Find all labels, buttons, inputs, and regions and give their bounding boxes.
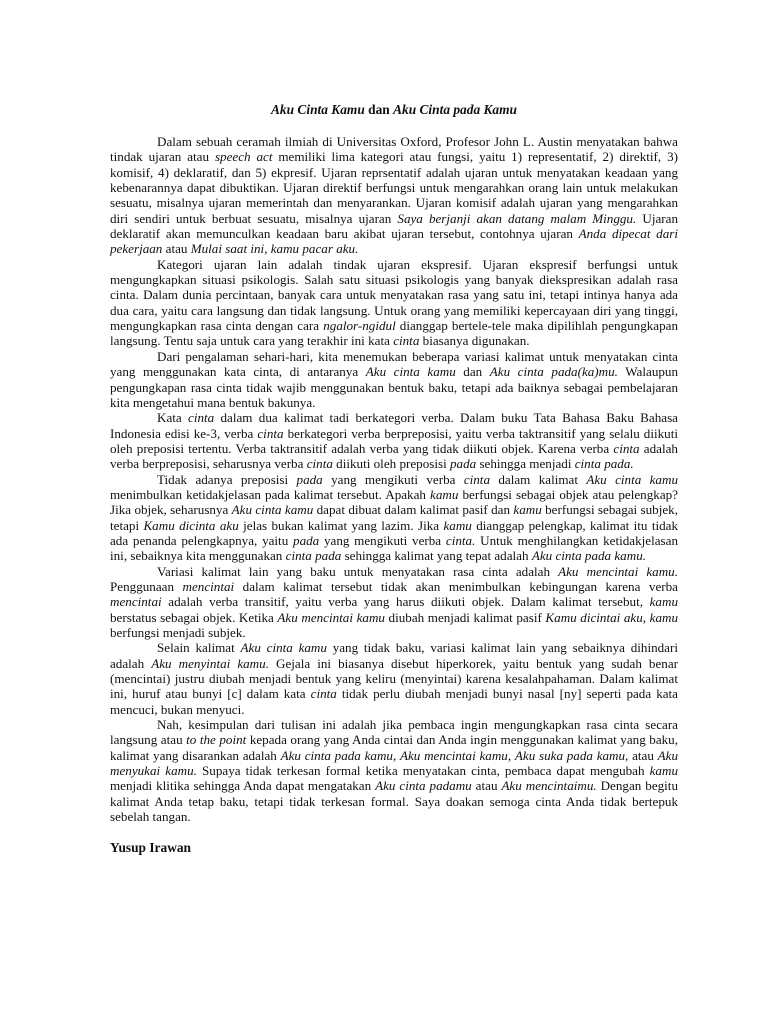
text-run: Ujaran deklaratif akan memunculkan keadaan baru akibat ujaran tersebut, contohnya ujaran (110, 210, 678, 242)
title-connector: dan (364, 102, 394, 117)
text-run: kepada orang yang Anda cintai dan Anda ingin menggunakan kalimat yang baku, kalimat yang disarankan adalah (110, 732, 678, 763)
italic-phrase: kamu (443, 517, 472, 533)
italic-phrase: Aku cinta kamu (231, 502, 314, 518)
text-run: Dari pengalaman sehari-hari, kita menemukan beberapa variasi kalimat untuk menyatakan cinta yang menggunakan kata cinta, di antaranya (110, 348, 678, 380)
italic-phrase: Aku cinta kamu (586, 471, 678, 487)
text-run: Kata (157, 410, 189, 426)
body-paragraph (110, 564, 678, 641)
italic-phrase: cinta (463, 471, 490, 487)
text-run: Penggunaan (110, 578, 183, 594)
italic-phrase: cinta (257, 425, 284, 441)
text-run: biasanya digunakan. (419, 333, 530, 349)
text-run: Tidak adanya preposisi (157, 471, 297, 487)
italic-phrase: speech act (214, 149, 273, 165)
body-paragraph (110, 257, 678, 349)
text-run: berfungsi menjadi subjek. (110, 625, 246, 640)
italic-phrase: Aku cinta pada(ka)mu. (489, 364, 618, 380)
document-page (110, 102, 678, 856)
document-title (110, 102, 678, 118)
italic-phrase: kamu (649, 763, 678, 779)
italic-phrase: kamu (649, 609, 679, 625)
text-run: berfungsi sebagai objek atau pelengkap? Jika objek, seharusnya (110, 486, 678, 518)
text-run: berstatus sebagai objek. Ketika (110, 609, 278, 625)
italic-phrase: Kamu dicinta aku (143, 517, 239, 533)
text-run: berkategori verba berpreposisi, yaitu verba taktransitif yang selalu diikuti oleh preposisi tertentu. Verba taktransitif adalah verba yang tidak diikuti objek. Karena verba (110, 425, 678, 456)
text-run: Dengan begitu kalimat Anda tetap baku, tetapi tidak terkesan formal. Saya doakan semoga cinta Anda tidak bertepuk sebelah tangan. (110, 778, 678, 825)
italic-phrase: kamu (649, 594, 678, 610)
text-run: tidak perlu diubah menjadi bunyi nasal [ny] seperti pada kata mencuci, bukan menyuci. (110, 686, 678, 717)
text-run: Walaupun pengungkapan rasa cinta tidak wajib menggunakan bentuk baku, tetapi ada baiknya sebagai pembelajaran kita mengetahui mana bentuk bakunya. (110, 364, 679, 410)
text-run: sehingga kalimat yang tepat adalah (341, 548, 532, 564)
italic-phrase: Aku cinta padamu (375, 778, 472, 794)
text-run: memiliki lima kategori atau fungsi, yaitu 1) representatif, 2) direktif, 3) komisif, 4) deklaratif, dan 5) ekpresif. Ujaran reprsentatif adalah ujaran untuk menyatakan keadaan yang kebenarannya dapat dibuktikan. Ujaran direktif berfungsi untuk mengarahkan orang lain untuk melakukan sesuatu, misalnya ujaran memerintah dan menyarankan. Ujaran komisif adalah ujaran yang mengarahkan diri sendiri untuk berbuat sesuatu, misalnya ujaran (110, 149, 678, 226)
document-body (110, 134, 678, 824)
italic-phrase: Aku cinta kamu (365, 364, 456, 380)
body-paragraph (110, 472, 678, 564)
italic-phrase: pada (293, 532, 320, 548)
title-part-2: Aku Cinta pada Kamu (393, 102, 517, 117)
italic-phrase: mencintai (110, 594, 162, 610)
text-run: atau (628, 747, 658, 763)
text-run: dalam kalimat (490, 471, 587, 487)
text-run: Gejala ini biasanya disebut hiperkorek, yaitu bentuk yang sudah benar (mencintai) justru diubah menjadi bentuk yang keliru (menyintai) karena kesalahpahaman. Dalam kalimat ini, huruf atau bunyi [c] dalam kata (110, 655, 678, 702)
italic-phrase: kamu (430, 486, 459, 502)
italic-phrase: Aku suka pada kamu, (514, 747, 629, 763)
text-run: menjadi klitika sehingga Anda dapat mengatakan (110, 778, 376, 794)
text-run: atau (471, 778, 502, 794)
text-run: diubah menjadi kalimat pasif (384, 609, 546, 625)
text-run: dalam kalimat tersebut tidak akan menimbulkan kebingungan karena verba (234, 578, 678, 594)
text-run: jelas bukan kalimat yang lazim. Jika (238, 517, 444, 533)
text-run: Untuk menghilangkan ketidakjelasan ini, sebaiknya kita menggunakan (110, 532, 678, 564)
italic-phrase: mencintai (182, 578, 235, 594)
italic-phrase: Aku mencintai kamu, (399, 747, 512, 763)
italic-phrase: Mulai saat ini, kamu pacar aku. (190, 241, 359, 257)
italic-phrase: ngalor-ngidul (323, 318, 396, 334)
italic-phrase: cinta (306, 456, 333, 472)
italic-phrase: Kamu dicintai aku (545, 609, 643, 625)
text-run: adalah verba transitif, yaitu verba yang harus diikuti objek. Dalam kalimat tersebut, (161, 594, 650, 610)
text-run: menimbulkan ketidakjelasan pada kalimat tersebut. Apakah (110, 486, 431, 502)
body-paragraph (110, 717, 678, 824)
italic-phrase: Anda dipecat dari pekerjaan (110, 226, 678, 257)
text-run: dapat dibuat dalam kalimat pasif dan (313, 502, 514, 518)
text-run: , (392, 747, 400, 763)
italic-phrase: pada (450, 456, 477, 472)
text-run: dan (455, 364, 490, 380)
text-run: diikuti oleh preposisi (332, 456, 450, 472)
text-run: dianggap pelengkap, kalimat itu tidak ada penanda pelengkapnya, yaitu (110, 517, 679, 548)
italic-phrase: kamu (513, 502, 542, 518)
text-run: Variasi kalimat lain yang baku untuk menyatakan rasa cinta adalah (157, 563, 559, 579)
body-paragraph (110, 410, 678, 471)
text-run: yang mengikuti verba (322, 471, 464, 487)
italic-phrase: cinta (310, 686, 337, 702)
text-run: adalah verba berpreposisi, seharusnya verba (110, 440, 678, 472)
italic-phrase: Aku cinta pada kamu. (531, 548, 647, 564)
text-run: dalam dua kalimat tadi berkategori verba. Dalam buku Tata Bahasa Baku Bahasa Indonesia edisi ke-3, verba (110, 410, 678, 441)
italic-phrase: Aku mencintai kamu (277, 609, 385, 625)
italic-phrase: cinta (188, 410, 215, 426)
text-run: Dalam sebuah ceramah ilmiah di Universitas Oxford, Profesor John L. Austin menyatakan bahwa tindak ujaran atau (110, 134, 678, 165)
text-run: Nah, kesimpulan dari tulisan ini adalah jika pembaca ingin mengungkapkan rasa cinta secara langsung atau (110, 717, 678, 748)
italic-phrase: Aku mencintaimu. (501, 778, 597, 794)
title-part-1: Aku Cinta Kamu (271, 102, 365, 117)
italic-phrase: Aku menyintai kamu. (151, 655, 269, 671)
text-run: Kategori ujaran lain adalah tindak ujaran ekspresif. Ujaran ekspresif berfungsi untuk mengungkapkan situasi psikologis. Salah satu situasi psikologis yang banyak diekspresikan adalah rasa cinta. Dalam dunia percintaan, banyak cara untuk menyatakan rasa yang satu ini, tetapi intinya hanya ada dua cara, yaitu cara langsung dan tidak langsung. Untuk orang yang memiliki kepercayaan diri yang tinggi, mengungkapkan rasa cinta dengan cara (110, 256, 678, 334)
italic-phrase: pada (296, 471, 323, 487)
italic-phrase: cinta (393, 333, 420, 349)
body-paragraph (110, 349, 678, 410)
text-run: atau (162, 241, 191, 257)
text-run: , (642, 609, 650, 625)
italic-phrase: cinta pada (285, 548, 342, 564)
italic-phrase: cinta. (445, 532, 476, 548)
text-run: Selain kalimat (157, 640, 241, 656)
italic-phrase: Aku cinta pada kamu (280, 747, 393, 763)
italic-phrase: Aku menyukai kamu. (110, 747, 678, 779)
italic-phrase: cinta (613, 440, 640, 456)
text-run: dianggap bertele-tele maka dipilihlah pengungkapan langsung. Tentu saja untuk cara yang terakhir ini kata (110, 318, 679, 349)
body-paragraph (110, 640, 678, 717)
text-run: yang tidak baku, variasi kalimat lain yang sebaiknya dihindari adalah (110, 640, 678, 671)
italic-phrase: cinta pada. (574, 456, 634, 472)
italic-phrase: Aku cinta kamu (240, 640, 327, 656)
text-run: yang mengikuti verba (319, 532, 446, 548)
italic-phrase: Aku mencintai kamu. (558, 563, 678, 579)
italic-phrase: to the point (186, 732, 247, 748)
body-paragraph (110, 134, 678, 257)
italic-phrase: Saya berjanji akan datang malam Minggu. (397, 210, 637, 226)
text-run: Supaya tidak terkesan formal ketika menyatakan cinta, pembaca dapat mengubah (196, 763, 650, 779)
text-run: sehingga menjadi (476, 456, 575, 472)
author-name: Yusup Irawan (110, 840, 192, 856)
text-run: berfungsi sebagai subjek, tetapi (110, 502, 678, 533)
